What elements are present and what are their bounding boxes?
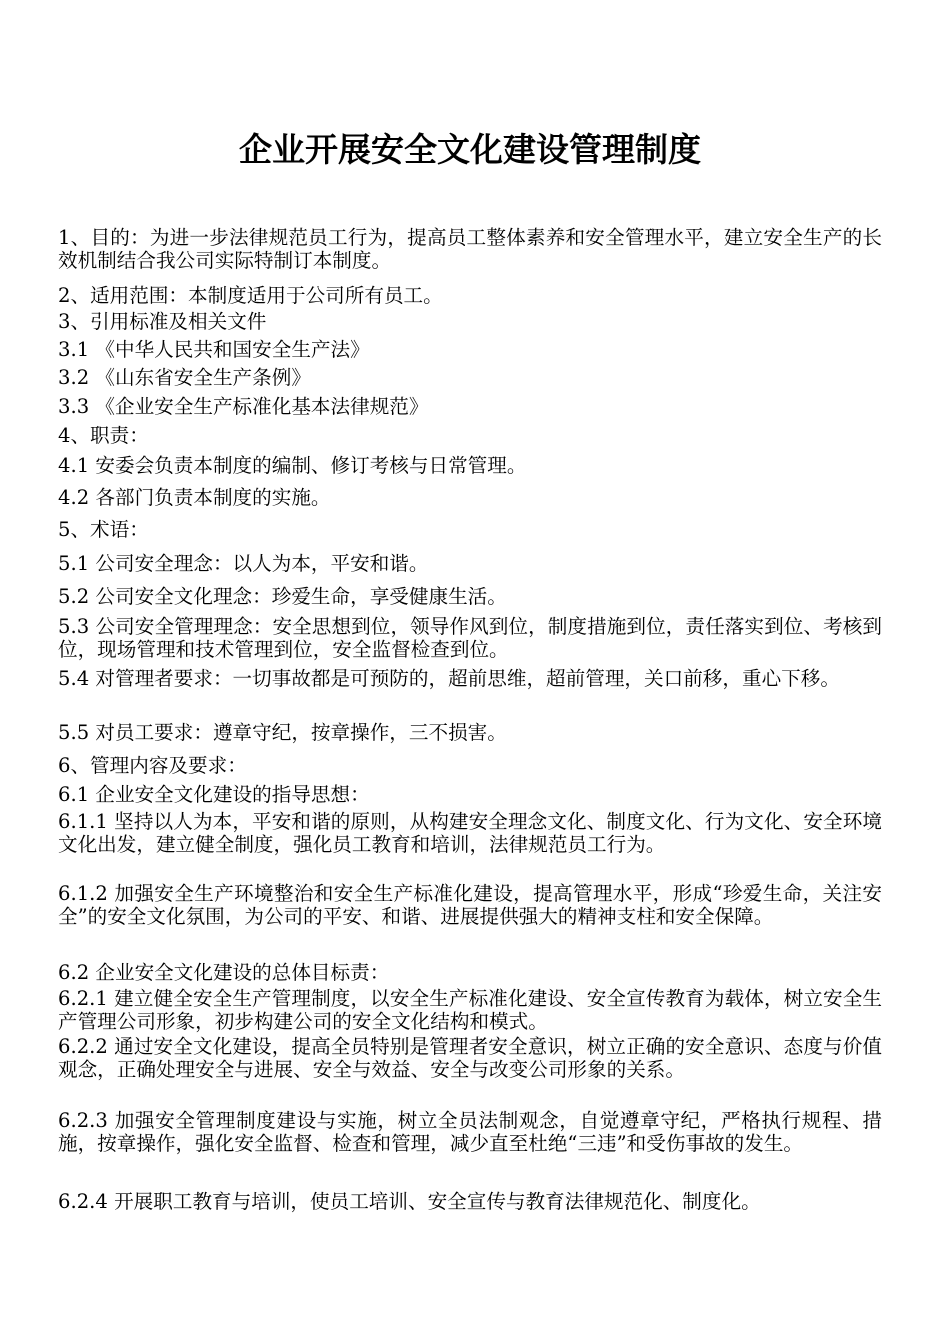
paragraph-reference-3-3: 3.3 《企业安全生产标准化基本法律规范》 [58, 395, 429, 418]
paragraph-duty-4-1: 4.1 安委会负责本制度的编制、修订考核与日常管理。 [58, 454, 527, 477]
paragraph-section-6-2-1: 6.2.1 建立健全安全生产管理制度，以安全生产标准化建设、安全宣传教育为载体，树立安全生产管理公司形象，初步构建公司的安全文化结构和模式。 [58, 987, 882, 1033]
paragraph-reference-3-1: 3.1 《中华人民共和国安全生产法》 [58, 338, 370, 361]
paragraph-section-6-2-2: 6.2.2 通过安全文化建设，提高全员特别是管理者安全意识，树立正确的安全意识、态度与价值观念，正确处理安全与进展、安全与效益、安全与改变公司形象的关系。 [58, 1035, 882, 1081]
paragraph-management-heading: 6、管理内容及要求： [58, 754, 247, 777]
document-page [58, 0, 882, 1344]
paragraph-section-6-2-4: 6.2.4 开展职工教育与培训，使员工培训、安全宣传与教育法律规范化、制度化。 [58, 1190, 761, 1213]
paragraph-reference-3-2: 3.2 《山东省安全生产条例》 [58, 366, 311, 389]
paragraph-duty-4-2: 4.2 各部门负责本制度的实施。 [58, 486, 331, 509]
paragraph-terms-heading: 5、术语： [58, 518, 149, 541]
paragraph-term-5-5: 5.5 对员工要求：遵章守纪，按章操作，三不损害。 [58, 721, 507, 744]
paragraph-term-5-4: 5.4 对管理者要求：一切事故都是可预防的，超前思维，超前管理，关口前移，重心下移。 [58, 667, 840, 690]
paragraph-section-6-1-1: 6.1.1 坚持以人为本，平安和谐的原则，从构建安全理念文化、制度文化、行为文化、安全环境文化出发，建立健全制度，强化员工教育和培训，法律规范员工行为。 [58, 810, 882, 856]
paragraph-section-6-2-3: 6.2.3 加强安全管理制度建设与实施，树立全员法制观念，自觉遵章守纪，严格执行规程、措施，按章操作，强化安全监督、检查和管理，减少直至杜绝“三违”和受伤事故的发生。 [58, 1109, 882, 1155]
paragraph-term-5-2: 5.2 公司安全文化理念：珍爱生命，享受健康生活。 [58, 585, 507, 608]
document-title: 企业开展安全文化建设管理制度 [239, 130, 701, 169]
paragraph-references-heading: 3、引用标准及相关文件 [58, 310, 267, 333]
paragraph-section-6-1-2: 6.1.2 加强安全生产环境整治和安全生产标准化建设，提高管理水平，形成“珍爱生命，关注安全”的安全文化氛围，为公司的平安、和谐、进展提供强大的精神支柱和安全保障。 [58, 882, 882, 928]
paragraph-term-5-1: 5.1 公司安全理念：以人为本，平安和谐。 [58, 552, 429, 575]
paragraph-term-5-3: 5.3 公司安全管理理念：安全思想到位，领导作风到位，制度措施到位，责任落实到位、考核到位，现场管理和技术管理到位，安全监督检查到位。 [58, 615, 882, 661]
paragraph-duties-heading: 4、职责： [58, 424, 149, 447]
paragraph-scope: 2、适用范围：本制度适用于公司所有员工。 [58, 284, 443, 307]
paragraph-section-6-2: 6.2 企业安全文化建设的总体目标责： [58, 961, 390, 984]
paragraph-purpose: 1、目的：为进一步法律规范员工行为，提高员工整体素养和安全管理水平，建立安全生产的长效机制结合我公司实际特制订本制度。 [58, 226, 882, 272]
paragraph-section-6-1: 6.1 企业安全文化建设的指导思想： [58, 783, 370, 806]
